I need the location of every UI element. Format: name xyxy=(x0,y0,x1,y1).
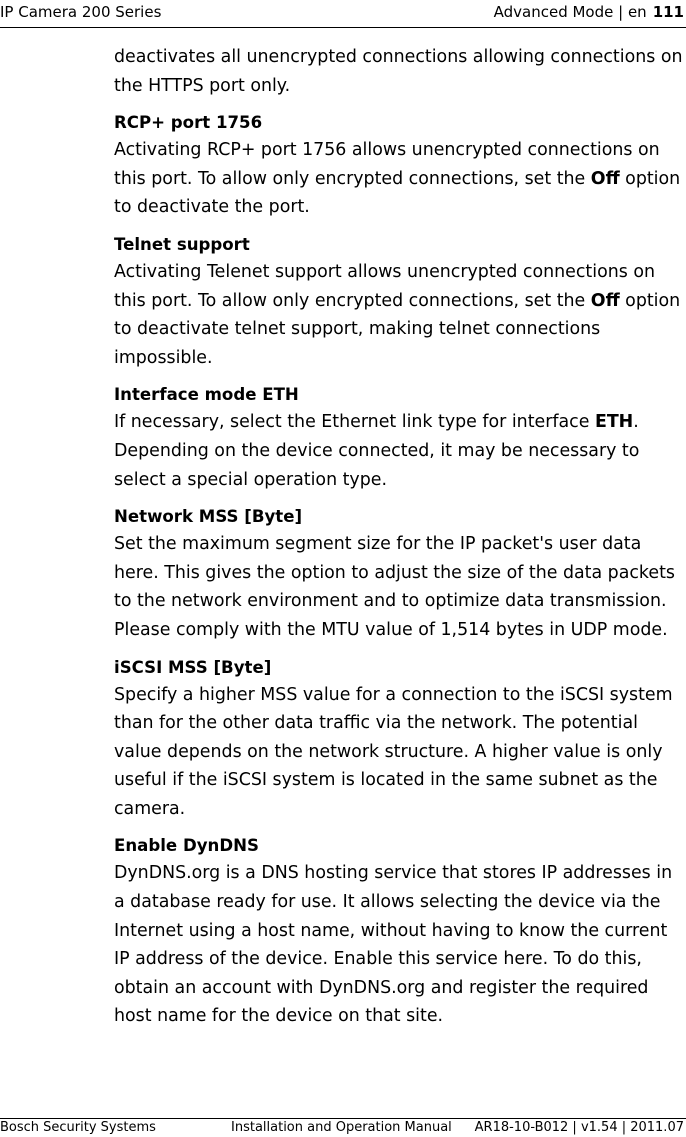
bold-term: Off xyxy=(590,290,620,311)
header-product: IP Camera 200 Series xyxy=(0,3,162,21)
section-body: Activating Telenet support allows unencrypted connections on this port. To allow only encrypted connections, set the Off option to deactivate telnet support, making telnet connections impossible. xyxy=(114,261,681,368)
section-body: Activating RCP+ port 1756 allows unencrypted connections on this port. To allow only encrypted connections, set the Off option to deactivate the port. xyxy=(114,140,681,218)
page-footer xyxy=(0,1118,686,1137)
footer-document: Installation and Operation Manual xyxy=(231,1120,452,1135)
section-enable-dyndns xyxy=(114,833,686,1031)
section-telnet-support xyxy=(114,232,686,372)
intro-paragraph: deactivates all unencrypted connections allowing connections on the HTTPS port only. xyxy=(114,47,683,96)
section-iscsi-mss xyxy=(114,655,686,824)
section-body: If necessary, select the Ethernet link type for interface ETH. Depending on the device connected, it may be necessary to select a special operation type. xyxy=(114,412,640,490)
section-body: Specify a higher MSS value for a connection to the iSCSI system than for the other data traffic via the network. The potential value depends on the network structure. A higher value is only useful if the iSCSI system is located in the same subnet as the camera. xyxy=(114,684,673,819)
section-network-mss xyxy=(114,504,686,644)
bold-term: ETH xyxy=(594,412,634,433)
section-rcp-port xyxy=(114,110,686,222)
section-title: Network MSS [Byte] xyxy=(114,507,303,527)
bold-term: Off xyxy=(590,168,620,189)
page-number: 111 xyxy=(652,3,684,21)
section-title: RCP+ port 1756 xyxy=(114,113,263,133)
section-body: Set the maximum segment size for the IP packet's user data here. This gives the option to adjust the size of the data packets to the network environment and to optimize data transmission. Please comply with the MTU value of 1,514 bytes in UDP mode. xyxy=(114,534,675,640)
header-section-lang: Advanced Mode | en xyxy=(493,3,647,21)
section-title: Enable DynDNS xyxy=(114,836,259,856)
section-body: DynDNS.org is a DNS hosting service that stores IP addresses in a database ready for use. It allows selecting the device via the Internet using a host name, without having to know the current IP address of the device. Enable this service here. To do this, obtain an account with DynDNS.org and register the required host name for the device on that site. xyxy=(114,863,673,1027)
section-title: Interface mode ETH xyxy=(114,385,299,405)
section-title: iSCSI MSS [Byte] xyxy=(114,657,272,677)
page-header xyxy=(0,0,686,28)
header-right xyxy=(494,0,684,24)
section-title: Telnet support xyxy=(114,234,250,254)
footer-doc-id: AR18-10-B012 | v1.54 | 2011.07 xyxy=(474,1120,684,1135)
main-content xyxy=(114,43,686,1041)
footer-company: Bosch Security Systems xyxy=(0,1120,156,1135)
section-interface-mode xyxy=(114,382,686,494)
